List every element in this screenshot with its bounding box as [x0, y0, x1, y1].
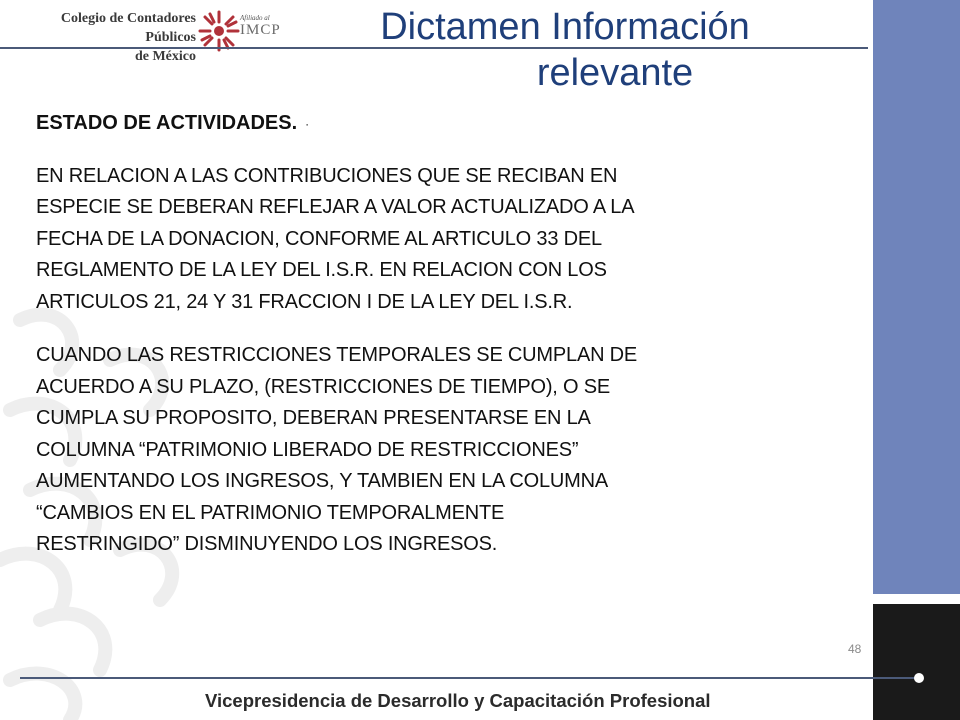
paragraph-contribuciones: EN RELACION A LAS CONTRIBUCIONES QUE SE RECIBAN EN ESPECIE SE DEBERAN REFLEJAR A VALOR ACTUALIZADO A LA FECHA DE LA DONACION, CONFORME AL ARTICULO 33 DEL REGLAMENTO DE LA LEY DEL I.S.R. EN RELACION CON LOS ARTICULOS 21, 24 Y 31 FRACCION I DE LA LEY DEL I.S.R. — [36, 164, 635, 313]
paragraph-restricciones: CUANDO LAS RESTRICCIONES TEMPORALES SE CUMPLAN DE ACUERDO A SU PLAZO, (RESTRICCIONES DE TIEMPO), O SE CUMPLA SU PROPOSITO, DEBERAN PRESENTARSE EN LA COLUMNA “PATRIMONIO LIBERADO DE RESTRICCIONES” AUMENTANDO LOS INGRESOS, Y TAMBIEN EN LA COLUMNA “CAMBIOS EN EL PATRIMONIO TEMPORALMENTE RESTRINGIDO” DISMINUYENDO LOS INGRESOS. — [36, 344, 638, 556]
logo-org-line1: Colegio de Contadores Públicos — [60, 11, 196, 45]
logo-imcp-text: IMCP — [240, 22, 281, 38]
slide-title-line1: Dictamen Información — [380, 6, 750, 48]
right-accent-bar — [873, 0, 960, 594]
logo-org-line2: de México — [134, 49, 196, 64]
logo-organization-name — [8, 9, 196, 66]
slide-title — [330, 4, 800, 96]
section-heading — [36, 108, 866, 139]
page-number: 48 — [848, 642, 862, 656]
slide-body — [36, 108, 866, 561]
footer-text: Vicepresidencia de Desarrollo y Capacitación Profesional — [205, 690, 711, 711]
logo-affiliation-label: Afiliado al — [240, 14, 270, 22]
footer-rule — [20, 677, 920, 679]
right-accent-bar-dark — [873, 604, 960, 720]
section-heading-text: ESTADO DE ACTIVIDADES. — [36, 112, 298, 134]
heading-mark: · — [305, 116, 310, 131]
slide-title-line2: relevante — [536, 52, 694, 94]
footer-rule-dot — [914, 673, 924, 683]
